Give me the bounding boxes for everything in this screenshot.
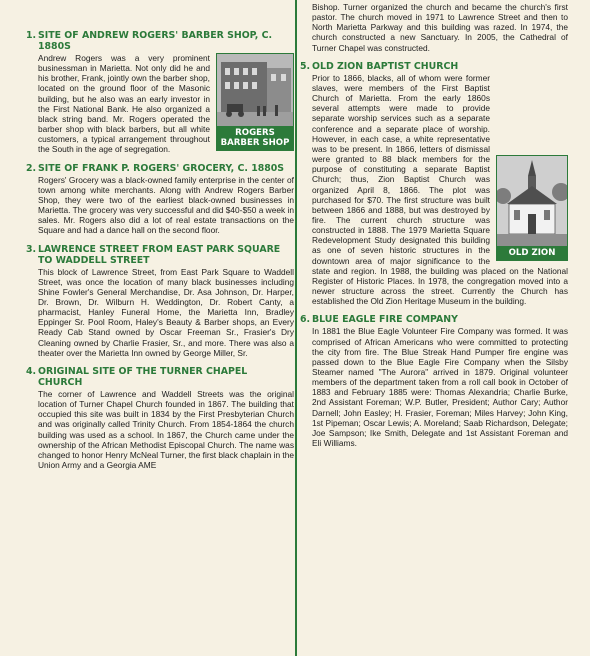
section-heading [26, 366, 294, 388]
section-body: This block of Lawrence Street, from East Park Square to Waddell Street, was once the location of many black businesses including Shine Fowler's General Merchandise, Dr. Asa Johnson, Dr. Harper, Dr. Brown, Dr. Wilburn H. Weddington, Dr. Robert Canty, a pharmacist, Hanley Funeral Home, the Marietta Inn, Bradley Eppinger Sr. Pool Room, Haley's Beauty & Barber shops, an Every Ready Cab Stand owned by Oscar Freeman Sr., Frasier's Dry Cleaning owned by Charlie Frasier, Sr., and more. There was also a theater over the Marietta Inn owned by George Miller, Sr. [38, 266, 294, 358]
section-number: 5. [300, 60, 311, 72]
section-5 [300, 61, 568, 307]
left-column [26, 30, 294, 478]
section-heading [26, 30, 294, 52]
section-body: Prior to 1866, blacks, all of whom were former slaves, were members of the First Baptist Church of Marietta. From the early 1860s several attempts were made to provide separate worship services such as a separate conference and a separate place of worship. However, in each case, a white representative was to be present. In 1866, letters of dismissal were granted to 88 black members for the purpose of constituting a separate Baptist Church; thus, Zion Baptist Church was organized April 8, 1866. The plot was purchased for $70. The first structure was built between 1866 and 1888, but was destroyed by fire. The current church structure was constructed in 1888. The 1979 Marietta Square Redevelopment Study designated this building as one of seven historic structures in the downtown area of major significance to the state and region. In 1988, the building was placed on the National Register of Historic Places. In 1978, the congregation moved into a newer structure across the street. Currently the Church has established the Old Zion Heritage Museum in the building. [312, 72, 568, 307]
figure-caption: OLD ZION [497, 246, 567, 260]
figure-caption: ROGERS BARBER SHOP [217, 126, 293, 150]
section-3 [26, 244, 294, 358]
old-zion-church-photo [497, 156, 567, 246]
section-number: 1. [26, 30, 37, 41]
section-title: LAWRENCE STREET FROM EAST PARK SQUARE TO WADDELL STREET [38, 243, 281, 266]
section-body: Rogers' Grocery was a black-owned family enterprise in the center of town among white merchants. Along with Andrew Rogers Barber Shop, they were two of the earliest black-owned businesses in Marietta. The grocery was very successful and did $40-$50 a week in sales. Mr. Rogers also did a lot of real estate transactions on the Square and had a dance hall on the second floor. [38, 174, 294, 236]
barber-shop-photo [217, 54, 293, 126]
column-divider [295, 0, 297, 656]
rogers-barber-shop-figure [216, 53, 294, 151]
section-title: SITE OF ANDREW ROGERS' BARBER SHOP, C. 1880S [38, 30, 273, 52]
section-4 [26, 366, 294, 470]
section-4-continuation: Bishop. Turner organized the church and became the church's first pastor. The church moved in 1971 to Lawrence Street and then to North Marietta Parkway and this building was razed. In 1974, the church constructed a new Sanctuary. In 2005, the Cathedral of Turner Chapel was constructed. [312, 2, 568, 53]
old-zion-figure [496, 155, 568, 261]
section-body: The corner of Lawrence and Waddell Streets was the original location of Turner Chapel Church founded in 1867. The building that occupied this site was built in 1834 by the First Presbyterian Church and was originally called Trinity Church. From 1854-1864 the church building was used as a school. In 1867, the Church came under the ownership of the African Methodist Episcopal Church. The name was changed to honor Henry McNeal Turner, the first black chaplain in the Union Army and a Georgia AME [38, 388, 295, 470]
section-title: ORIGINAL SITE OF THE TURNER CHAPEL CHURCH [38, 365, 248, 388]
section-heading [300, 61, 568, 72]
section-number: 2. [26, 162, 37, 174]
section-1 [26, 30, 294, 155]
section-body: Andrew Rogers was a very prominent businessman in Marietta. Not only did he and his brother, Frank, jointly own the barber shop, located on the ground floor of the Masonic building, but he also was an early investor in the First National Bank. He also organized a black string band. Mr. Rogers operated the barber shop with black barbers, but all white customers, a typical arrangement throughout the South in the age of segregation. [38, 53, 210, 155]
right-column [300, 2, 568, 456]
section-number: 4. [26, 365, 37, 377]
section-title: SITE OF FRANK P. ROGERS' GROCERY, C. 1880S [38, 162, 285, 174]
section-heading [26, 163, 294, 174]
section-6 [300, 314, 568, 448]
section-body: In 1881 the Blue Eagle Volunteer Fire Company was formed. It was comprised of African Americans who were committed to protecting the city from fire. The Blue Streak Hand Pumper fire engine was passed down to the Blue Eagle Fire Company when the Silsby Steamer named "The Aurora" arrived in 1879. Original volunteer members of the department taken from a roll call book in October of 1883 and February 1885 were: Thomas Alexandria; Charlie Burke, 2nd Assistant Foreman; W.P. Butler, President; Author Cary; Author Darnell; John Easley; H. Frasier, Foreman; Miles Harvey; John King, 1st Pipeman; Oscar Lewis; A. Moreland; Saab Richardson, Delegate; Joe Sampson; Ike Smith, Delegate and 1st Assistant Foreman and Eli Williams. [312, 326, 568, 449]
section-number: 3. [26, 243, 37, 255]
section-2 [26, 163, 294, 236]
section-heading [300, 314, 568, 325]
section-title: BLUE EAGLE FIRE COMPANY [312, 314, 458, 326]
section-number: 6. [300, 314, 311, 326]
section-title: OLD ZION BAPTIST CHURCH [312, 60, 459, 72]
section-heading [26, 244, 294, 266]
